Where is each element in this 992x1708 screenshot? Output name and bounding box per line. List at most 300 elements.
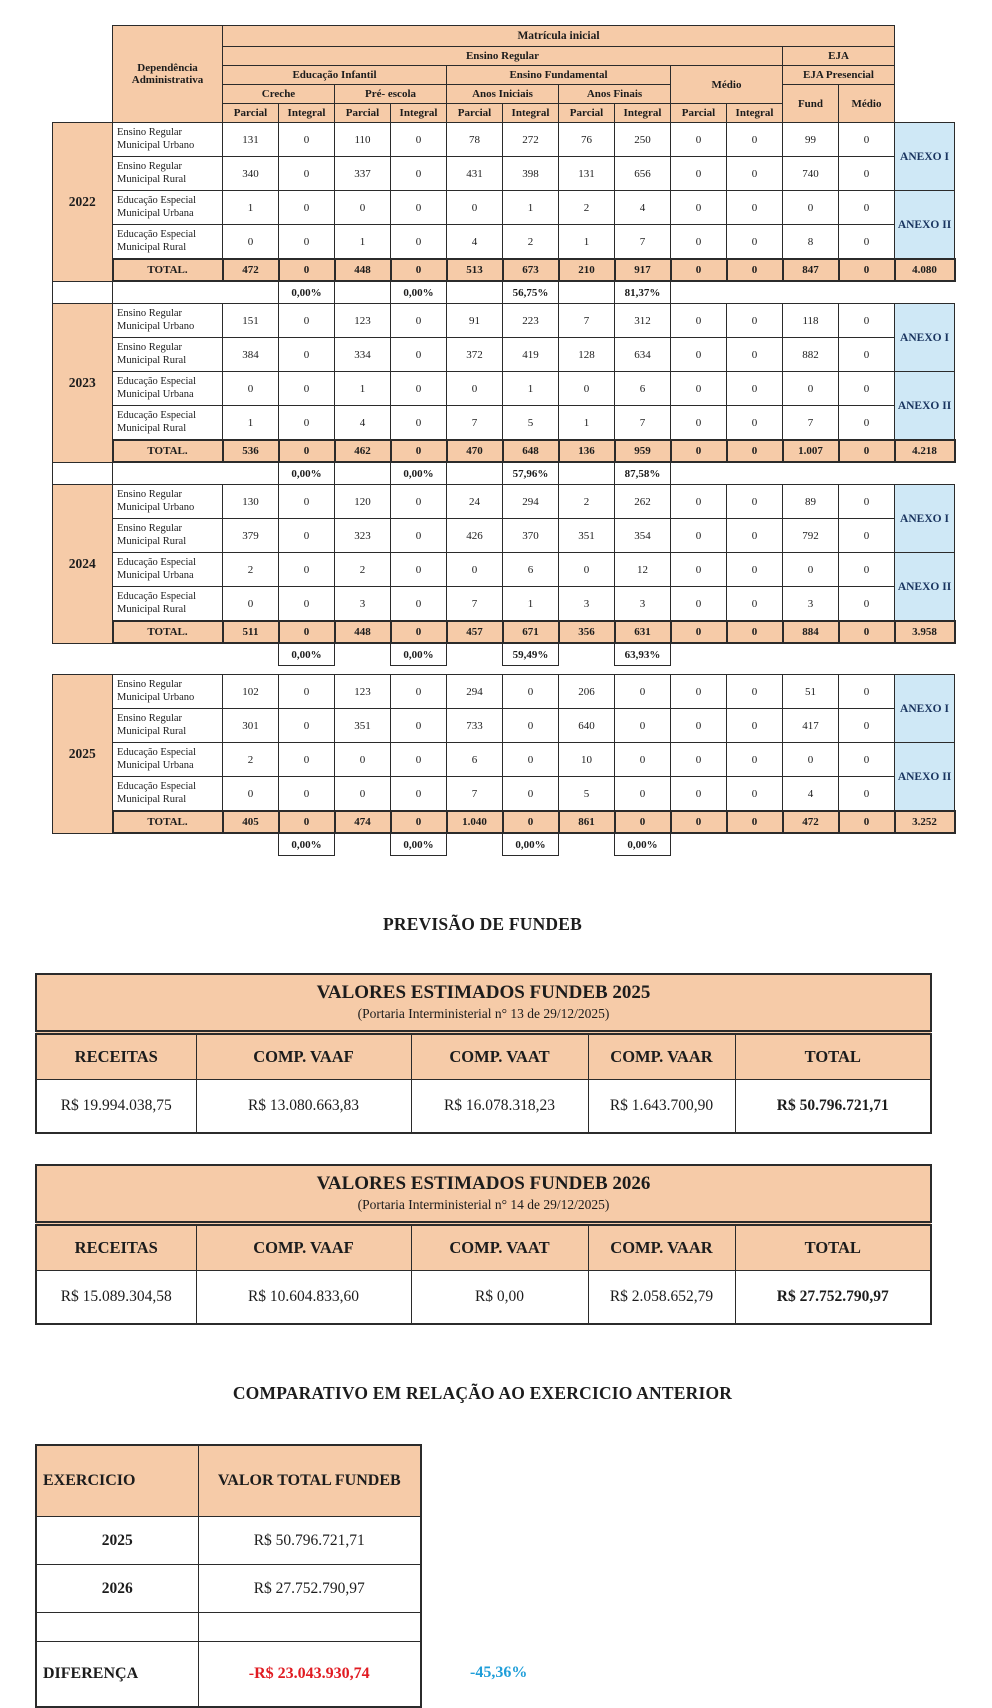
value-cell: 0 (727, 777, 783, 812)
value-cell: 334 (335, 338, 391, 372)
value-cell: 0 (391, 304, 447, 338)
exercicio-2026: 2026 (36, 1565, 198, 1613)
value-cell: 351 (335, 709, 391, 743)
value-cell: 419 (503, 338, 559, 372)
total-cell: 0 (727, 811, 783, 833)
col-header-comp-vaat: COMP. VAAT (411, 1033, 588, 1080)
percent-row (53, 462, 955, 485)
total-cell: 0 (391, 621, 447, 643)
percent-cell: 56,75% (503, 281, 559, 304)
table-row (53, 338, 955, 372)
value-cell: 0 (839, 709, 895, 743)
total-cell: 0 (671, 440, 727, 462)
value-cell: 0 (671, 225, 727, 260)
anexo-cell: ANEXO I (895, 675, 955, 743)
value-cell: 882 (783, 338, 839, 372)
table-title-row (36, 974, 931, 1033)
value-cell: 0 (727, 743, 783, 777)
value-cell: 0 (615, 709, 671, 743)
col-header-comp-vaar: COMP. VAAR (588, 1224, 735, 1271)
value-cell: 5 (559, 777, 615, 812)
value-cell: 0 (671, 157, 727, 191)
value-cell: 351 (559, 519, 615, 553)
value-cell: 0 (279, 743, 335, 777)
header-ensino-fundamental: Ensino Fundamental (447, 66, 671, 85)
percent-cell: 0,00% (503, 833, 559, 856)
value-cell: 0 (503, 709, 559, 743)
value-cell: 0 (671, 777, 727, 812)
value-cell: 354 (615, 519, 671, 553)
total-label: TOTAL. (113, 440, 223, 462)
value-cell: 0 (727, 406, 783, 441)
empty-cell (198, 1613, 421, 1642)
value-cell: 656 (615, 157, 671, 191)
total-cell: 0 (839, 621, 895, 643)
value-cell: 640 (559, 709, 615, 743)
dependencia-label: Educação Especial Municipal Urbana (113, 191, 223, 225)
year-cell: 2024 (53, 485, 113, 644)
total-cell: 0 (727, 440, 783, 462)
comp-vaar-value: R$ 2.058.652,79 (588, 1271, 735, 1325)
exercicio-2025: 2025 (36, 1517, 198, 1565)
value-cell: 0 (223, 587, 279, 622)
value-cell: 7 (615, 225, 671, 260)
fundeb-2025-title: VALORES ESTIMADOS FUNDEB 2025 (316, 982, 651, 1003)
header-eja: EJA (783, 47, 895, 66)
total-cell: 0 (503, 811, 559, 833)
value-cell: 0 (839, 675, 895, 709)
value-cell: 3 (615, 587, 671, 622)
spacer (671, 643, 955, 666)
value-cell: 0 (783, 553, 839, 587)
header-anos-iniciais: Anos Iniciais (447, 85, 559, 104)
value-cell: 99 (783, 123, 839, 157)
value-cell: 0 (391, 709, 447, 743)
spacer (223, 643, 279, 666)
comp-vaar-value: R$ 1.643.700,90 (588, 1080, 735, 1134)
value-cell: 0 (839, 743, 895, 777)
percent-cell: 0,00% (279, 462, 335, 485)
percent-cell: 0,00% (391, 281, 447, 304)
value-cell: 0 (727, 304, 783, 338)
value-cell: 123 (335, 675, 391, 709)
value-cell: 0 (839, 304, 895, 338)
spacer (53, 833, 113, 856)
fundeb-2025-subtitle: (Portaria Interministerial n° 13 de 29/12/2025) (357, 1006, 610, 1021)
value-cell: 6 (503, 553, 559, 587)
table-row (53, 587, 955, 622)
total-cell: 457 (447, 621, 503, 643)
value-cell: 0 (391, 587, 447, 622)
header-row (53, 26, 955, 47)
value-cell: 1 (503, 372, 559, 406)
value-cell: 2 (335, 553, 391, 587)
difference-row (36, 1642, 421, 1708)
fundeb-2025-title-cell (36, 974, 931, 1033)
total-cell: 210 (559, 259, 615, 281)
col-header-comp-vaaf: COMP. VAAF (196, 1033, 411, 1080)
value-cell: 0 (503, 675, 559, 709)
percent-cell: 0,00% (279, 833, 335, 856)
header-eja-fund: Fund (783, 85, 839, 123)
value-cell: 131 (223, 123, 279, 157)
value-cell: 0 (727, 191, 783, 225)
value-cell: 0 (671, 519, 727, 553)
percent-cell: 0,00% (279, 643, 335, 666)
total-cell: 884 (783, 621, 839, 643)
dependencia-label: Ensino Regular Municipal Rural (113, 709, 223, 743)
total-cell: 356 (559, 621, 615, 643)
value-cell: 0 (391, 157, 447, 191)
col-header-receitas: RECEITAS (36, 1033, 196, 1080)
comp-vaaf-value: R$ 10.604.833,60 (196, 1271, 411, 1325)
total-cell: 472 (783, 811, 839, 833)
grand-total-cell: 3.252 (895, 811, 955, 833)
total-cell: 0 (727, 259, 783, 281)
value-cell: 0 (671, 743, 727, 777)
value-cell: 0 (279, 485, 335, 519)
value-cell: 0 (671, 406, 727, 441)
total-cell: 1.007 (783, 440, 839, 462)
dependencia-label: Ensino Regular Municipal Rural (113, 519, 223, 553)
spacer (113, 833, 223, 856)
table-row (53, 191, 955, 225)
value-cell: 51 (783, 675, 839, 709)
spacer (113, 462, 223, 485)
value-cell: 0 (559, 553, 615, 587)
values-row (36, 1080, 931, 1134)
value-cell: 3 (559, 587, 615, 622)
spacer (335, 643, 391, 666)
value-cell: 0 (335, 777, 391, 812)
value-cell: 0 (279, 338, 335, 372)
grand-total-cell: 4.080 (895, 259, 955, 281)
value-cell: 0 (279, 587, 335, 622)
total-cell: 1.040 (447, 811, 503, 833)
total-cell: 511 (223, 621, 279, 643)
table-row (53, 709, 955, 743)
spacer (447, 643, 503, 666)
table-row (53, 675, 955, 709)
spacer (559, 833, 615, 856)
value-cell: 0 (783, 191, 839, 225)
matricula-table-2025 (52, 674, 956, 856)
value-cell: 7 (783, 406, 839, 441)
total-cell: 474 (335, 811, 391, 833)
total-cell: 648 (503, 440, 559, 462)
total-cell: 0 (391, 811, 447, 833)
spacer (671, 833, 955, 856)
empty-row (36, 1613, 421, 1642)
value-cell: 10 (559, 743, 615, 777)
value-cell: 3 (335, 587, 391, 622)
dependencia-label: Ensino Regular Municipal Urbano (113, 304, 223, 338)
value-cell: 7 (615, 406, 671, 441)
dependencia-label: Ensino Regular Municipal Urbano (113, 675, 223, 709)
value-cell: 0 (391, 123, 447, 157)
total-cell: 0 (391, 440, 447, 462)
value-cell: 0 (783, 372, 839, 406)
total-cell: 631 (615, 621, 671, 643)
col-header-receitas: RECEITAS (36, 1224, 196, 1271)
difference-percent: -45,36% (470, 1664, 528, 1681)
value-cell: 426 (447, 519, 503, 553)
total-row (53, 259, 955, 281)
total-cell: 959 (615, 440, 671, 462)
total-cell: 462 (335, 440, 391, 462)
spacer (447, 833, 503, 856)
total-label: TOTAL. (113, 259, 223, 281)
value-cell: 0 (559, 372, 615, 406)
value-cell: 7 (559, 304, 615, 338)
spacer (335, 281, 391, 304)
total-cell: 673 (503, 259, 559, 281)
header-integral: Integral (391, 104, 447, 123)
value-cell: 0 (279, 191, 335, 225)
header-parcial: Parcial (335, 104, 391, 123)
header-ensino-regular: Ensino Regular (223, 47, 783, 66)
value-cell: 0 (839, 485, 895, 519)
value-cell: 294 (447, 675, 503, 709)
value-cell: 151 (223, 304, 279, 338)
comp-vaaf-value: R$ 13.080.663,83 (196, 1080, 411, 1134)
table-row (53, 777, 955, 812)
value-cell: 0 (615, 777, 671, 812)
value-cell: 206 (559, 675, 615, 709)
total-cell: 470 (447, 440, 503, 462)
percent-cell: 59,49% (503, 643, 559, 666)
section-title-comparativo: COMPARATIVO EM RELAÇÃO AO EXERCICIO ANTERIOR (232, 1383, 733, 1403)
total-cell: 0 (279, 259, 335, 281)
value-cell: 0 (391, 519, 447, 553)
header-row (36, 1445, 421, 1517)
total-cell: 0 (839, 811, 895, 833)
value-cell: 0 (671, 123, 727, 157)
value-cell: 0 (335, 743, 391, 777)
value-cell: 0 (391, 191, 447, 225)
fundeb-2025-table (35, 973, 932, 1134)
total-label: TOTAL. (113, 811, 223, 833)
anexo-cell: ANEXO II (895, 372, 955, 441)
spacer (559, 462, 615, 485)
value-cell: 0 (839, 587, 895, 622)
value-cell: 0 (839, 553, 895, 587)
col-header-comp-vaat: COMP. VAAT (411, 1224, 588, 1271)
value-cell: 0 (279, 304, 335, 338)
section-title-previsao: PREVISÃO DE FUNDEB (382, 914, 583, 934)
value-cell: 1 (559, 406, 615, 441)
col-header-comp-vaaf: COMP. VAAF (196, 1224, 411, 1271)
value-cell: 4 (335, 406, 391, 441)
anexo-header-spacer (895, 26, 955, 123)
value-cell: 0 (727, 123, 783, 157)
spacer (223, 462, 279, 485)
receitas-value: R$ 19.994.038,75 (36, 1080, 196, 1134)
dependencia-label: Educação Especial Municipal Rural (113, 406, 223, 441)
total-cell: 405 (223, 811, 279, 833)
document-page (0, 25, 992, 1708)
total-label: TOTAL. (113, 621, 223, 643)
value-cell: 0 (391, 743, 447, 777)
value-cell: 130 (223, 485, 279, 519)
spacer (335, 462, 391, 485)
total-value: R$ 27.752.790,97 (735, 1271, 931, 1325)
value-cell: 123 (335, 304, 391, 338)
total-row (53, 440, 955, 462)
value-cell: 5 (503, 406, 559, 441)
value-cell: 7 (447, 587, 503, 622)
value-cell: 102 (223, 675, 279, 709)
dependencia-label: Educação Especial Municipal Rural (113, 587, 223, 622)
value-cell: 384 (223, 338, 279, 372)
value-cell: 0 (223, 777, 279, 812)
value-cell: 0 (279, 675, 335, 709)
total-cell: 671 (503, 621, 559, 643)
value-cell: 0 (671, 709, 727, 743)
value-cell: 4 (615, 191, 671, 225)
value-cell: 792 (783, 519, 839, 553)
header-anos-finais: Anos Finais (559, 85, 671, 104)
spacer (447, 462, 503, 485)
year-cell: 2022 (53, 123, 113, 282)
anexo-cell: ANEXO II (895, 191, 955, 260)
value-cell: 0 (279, 372, 335, 406)
value-cell: 733 (447, 709, 503, 743)
value-cell: 2 (559, 191, 615, 225)
total-value: R$ 50.796.721,71 (735, 1080, 931, 1134)
percent-row (53, 281, 955, 304)
value-cell: 340 (223, 157, 279, 191)
value-cell: 0 (839, 225, 895, 260)
fundeb-2026-title-cell (36, 1165, 931, 1224)
value-cell: 250 (615, 123, 671, 157)
valor-2026: R$ 27.752.790,97 (198, 1565, 421, 1613)
empty-cell (36, 1613, 198, 1642)
total-cell: 448 (335, 259, 391, 281)
total-cell: 0 (391, 259, 447, 281)
grand-total-cell: 3.958 (895, 621, 955, 643)
value-cell: 2 (223, 553, 279, 587)
value-cell: 0 (279, 519, 335, 553)
value-cell: 4 (783, 777, 839, 812)
dependencia-label: Ensino Regular Municipal Urbano (113, 485, 223, 519)
matricula-table (52, 25, 956, 666)
value-cell: 0 (671, 338, 727, 372)
value-cell: 120 (335, 485, 391, 519)
value-cell: 301 (223, 709, 279, 743)
value-cell: 0 (447, 372, 503, 406)
values-row (36, 1271, 931, 1325)
table-row (53, 485, 955, 519)
diferenca-value: -R$ 23.043.930,74 (198, 1642, 421, 1708)
percent-row (53, 833, 955, 856)
col-header-total: TOTAL (735, 1033, 931, 1080)
value-cell: 0 (279, 553, 335, 587)
total-row (53, 621, 955, 643)
spacer (671, 462, 955, 485)
value-cell: 1 (503, 191, 559, 225)
table-row (53, 406, 955, 441)
value-cell: 128 (559, 338, 615, 372)
table-row (36, 1517, 421, 1565)
value-cell: 118 (783, 304, 839, 338)
value-cell: 0 (839, 777, 895, 812)
value-cell: 1 (559, 225, 615, 260)
dependencia-label: Educação Especial Municipal Urbana (113, 553, 223, 587)
spacer (559, 643, 615, 666)
total-cell: 847 (783, 259, 839, 281)
value-cell: 1 (503, 587, 559, 622)
col-header-comp-vaar: COMP. VAAR (588, 1033, 735, 1080)
value-cell: 0 (391, 372, 447, 406)
value-cell: 0 (839, 157, 895, 191)
total-cell: 0 (839, 259, 895, 281)
value-cell: 0 (839, 191, 895, 225)
table-row (53, 157, 955, 191)
value-cell: 1 (335, 225, 391, 260)
value-cell: 0 (223, 372, 279, 406)
header-parcial: Parcial (447, 104, 503, 123)
total-cell: 0 (671, 621, 727, 643)
value-cell: 0 (671, 372, 727, 406)
fundeb-2026-table (35, 1164, 932, 1325)
value-cell: 0 (727, 519, 783, 553)
value-cell: 0 (727, 553, 783, 587)
value-cell: 0 (727, 372, 783, 406)
percent-cell: 0,00% (391, 643, 447, 666)
value-cell: 0 (503, 777, 559, 812)
percent-cell: 0,00% (391, 462, 447, 485)
header-educacao-infantil: Educação Infantil (223, 66, 447, 85)
receitas-value: R$ 15.089.304,58 (36, 1271, 196, 1325)
value-cell: 0 (671, 675, 727, 709)
col-header-exercicio: EXERCICIO (36, 1445, 198, 1517)
header-eja-medio: Médio (839, 85, 895, 123)
anexo-cell: ANEXO I (895, 485, 955, 553)
year-cell: 2025 (53, 675, 113, 834)
value-cell: 0 (839, 123, 895, 157)
total-cell: 0 (279, 811, 335, 833)
header-integral: Integral (503, 104, 559, 123)
value-cell: 0 (391, 777, 447, 812)
value-cell: 0 (727, 338, 783, 372)
value-cell: 0 (447, 191, 503, 225)
header-row (36, 1224, 931, 1271)
total-cell: 0 (615, 811, 671, 833)
table-row (53, 372, 955, 406)
dependencia-label: Educação Especial Municipal Rural (113, 777, 223, 812)
value-cell: 294 (503, 485, 559, 519)
value-cell: 262 (615, 485, 671, 519)
spacer (559, 281, 615, 304)
percent-cell: 81,37% (615, 281, 671, 304)
value-cell: 0 (727, 485, 783, 519)
header-parcial: Parcial (223, 104, 279, 123)
value-cell: 6 (615, 372, 671, 406)
comp-vaat-value: R$ 0,00 (411, 1271, 588, 1325)
value-cell: 379 (223, 519, 279, 553)
value-cell: 12 (615, 553, 671, 587)
percent-cell: 0,00% (391, 833, 447, 856)
spacer (671, 281, 955, 304)
value-cell: 2 (223, 743, 279, 777)
col-header-total: TOTAL (735, 1224, 931, 1271)
table-title-row (36, 1165, 931, 1224)
value-cell: 78 (447, 123, 503, 157)
header-integral: Integral (279, 104, 335, 123)
header-integral: Integral (615, 104, 671, 123)
value-cell: 0 (671, 485, 727, 519)
